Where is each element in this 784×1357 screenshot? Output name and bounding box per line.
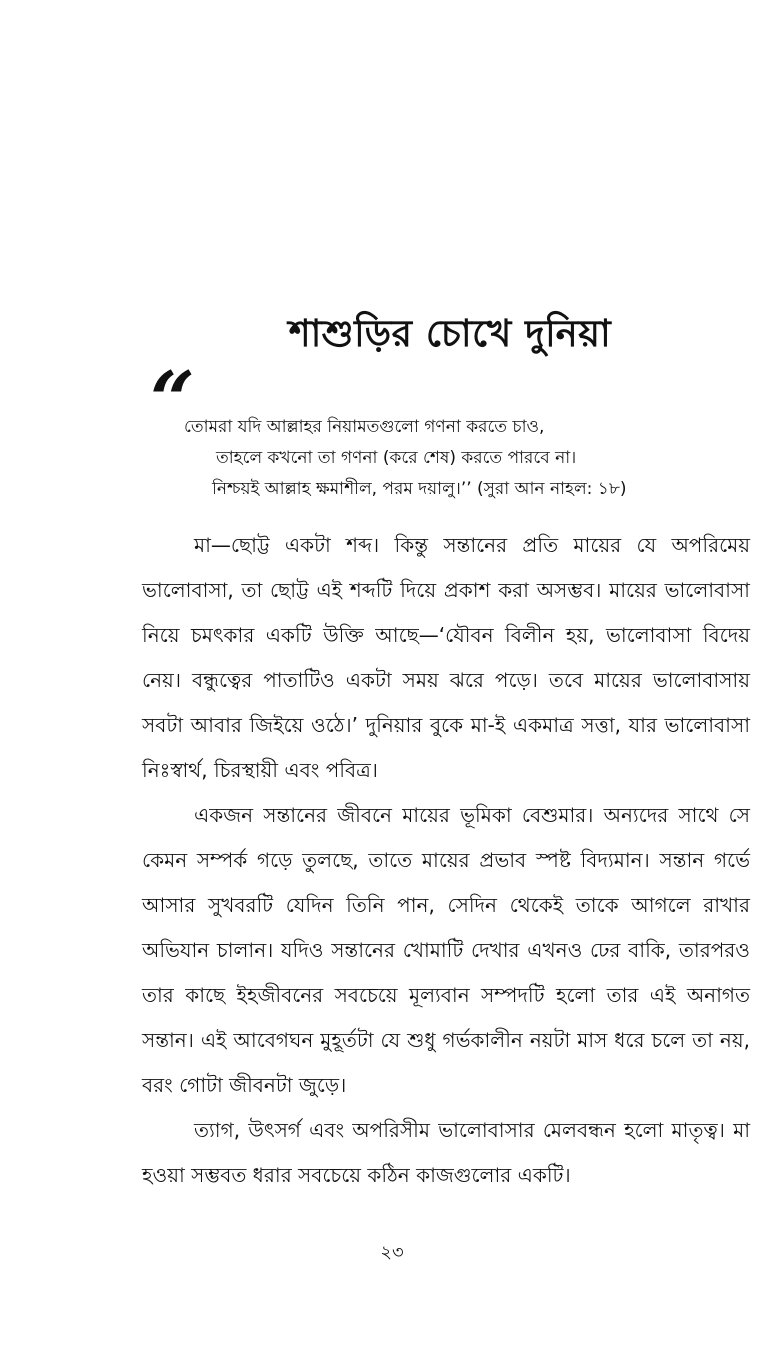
- epigraph-line: তোমরা যদি আল্লাহর নিয়ামতগুলো গণনা করতে চাও,: [184, 417, 545, 437]
- epigraph-line: তাহলে কখনো তা গণনা (করে শেষ) করতে পারবে না।: [216, 448, 577, 468]
- epigraph-quote: [146, 412, 746, 505]
- paragraph: ত্যাগ, উৎসর্গ এবং অপরিসীম ভালোবাসার মেলবন্ধন হলো মাতৃত্ব। মা হওয়া সম্ভবত ধরার সবচেয়ে কঠিন কাজগুলোর একটি।: [142, 1118, 750, 1187]
- paragraph: একজন সন্তানের জীবনে মায়ের ভূমিকা বেশুমার। অন্যদের সাথে সে কেমন সম্পর্ক গড়ে তুলছে, তাতে মায়ের প্রভাব স্পষ্ট বিদ্যমান। সন্তান গর্ভে আসার সুখবরটি যেদিন তিনি পান, সেদিন থেকেই তাকে আগলে রাখার অভিযান চালান। যদিও সন্তানের খোমাটি দেখার এখনও ঢের বাকি, তারপরও তার কাছে ইহজীবনের সবচেয়ে মূল্যবান সম্পদটি হলো তার এই অনাগত সন্তান। এই আবেগঘন মুহূর্তটা যে শুধু গর্ভকালীন নয়টা মাস ধরে চলে তা নয়, বরং গোটা জীবনটা জুড়ে।: [142, 803, 750, 1097]
- chapter-title: শাশুড়ির চোখে দুনিয়া: [288, 312, 612, 355]
- opening-quote-mark: “: [150, 355, 195, 446]
- paragraph: মা—ছোট্ট একটা শব্দ। কিন্তু সন্তানের প্রতি মায়ের যে অপরিমেয় ভালোবাসা, তা ছোট্ট এই শব্দটি দিয়ে প্রকাশ করা অসম্ভব। মায়ের ভালোবাসা নিয়ে চমৎকার একটি উক্তি আছে—‘যৌবন বিলীন হয়, ভালোবাসা বিদেয় নেয়। বন্ধুত্বের পাতাটিও একটা সময় ঝরে পড়ে। তবে মায়ের ভালোবাসায় সবটা আবার জিইয়ে ওঠে।’ দুনিয়ার বুকে মা-ই একমাত্র সত্তা, যার ভালোবাসা নিঃস্বার্থ, চিরস্থায়ী এবং পবিত্র।: [142, 533, 750, 782]
- page-number: ২৩: [380, 1242, 404, 1263]
- body-text: [142, 523, 750, 1198]
- epigraph-line: নিশ্চয়ই আল্লাহ ক্ষমাশীল, পরম দয়ালু।’’ (সুরা আন নাহল: ১৮): [212, 479, 627, 499]
